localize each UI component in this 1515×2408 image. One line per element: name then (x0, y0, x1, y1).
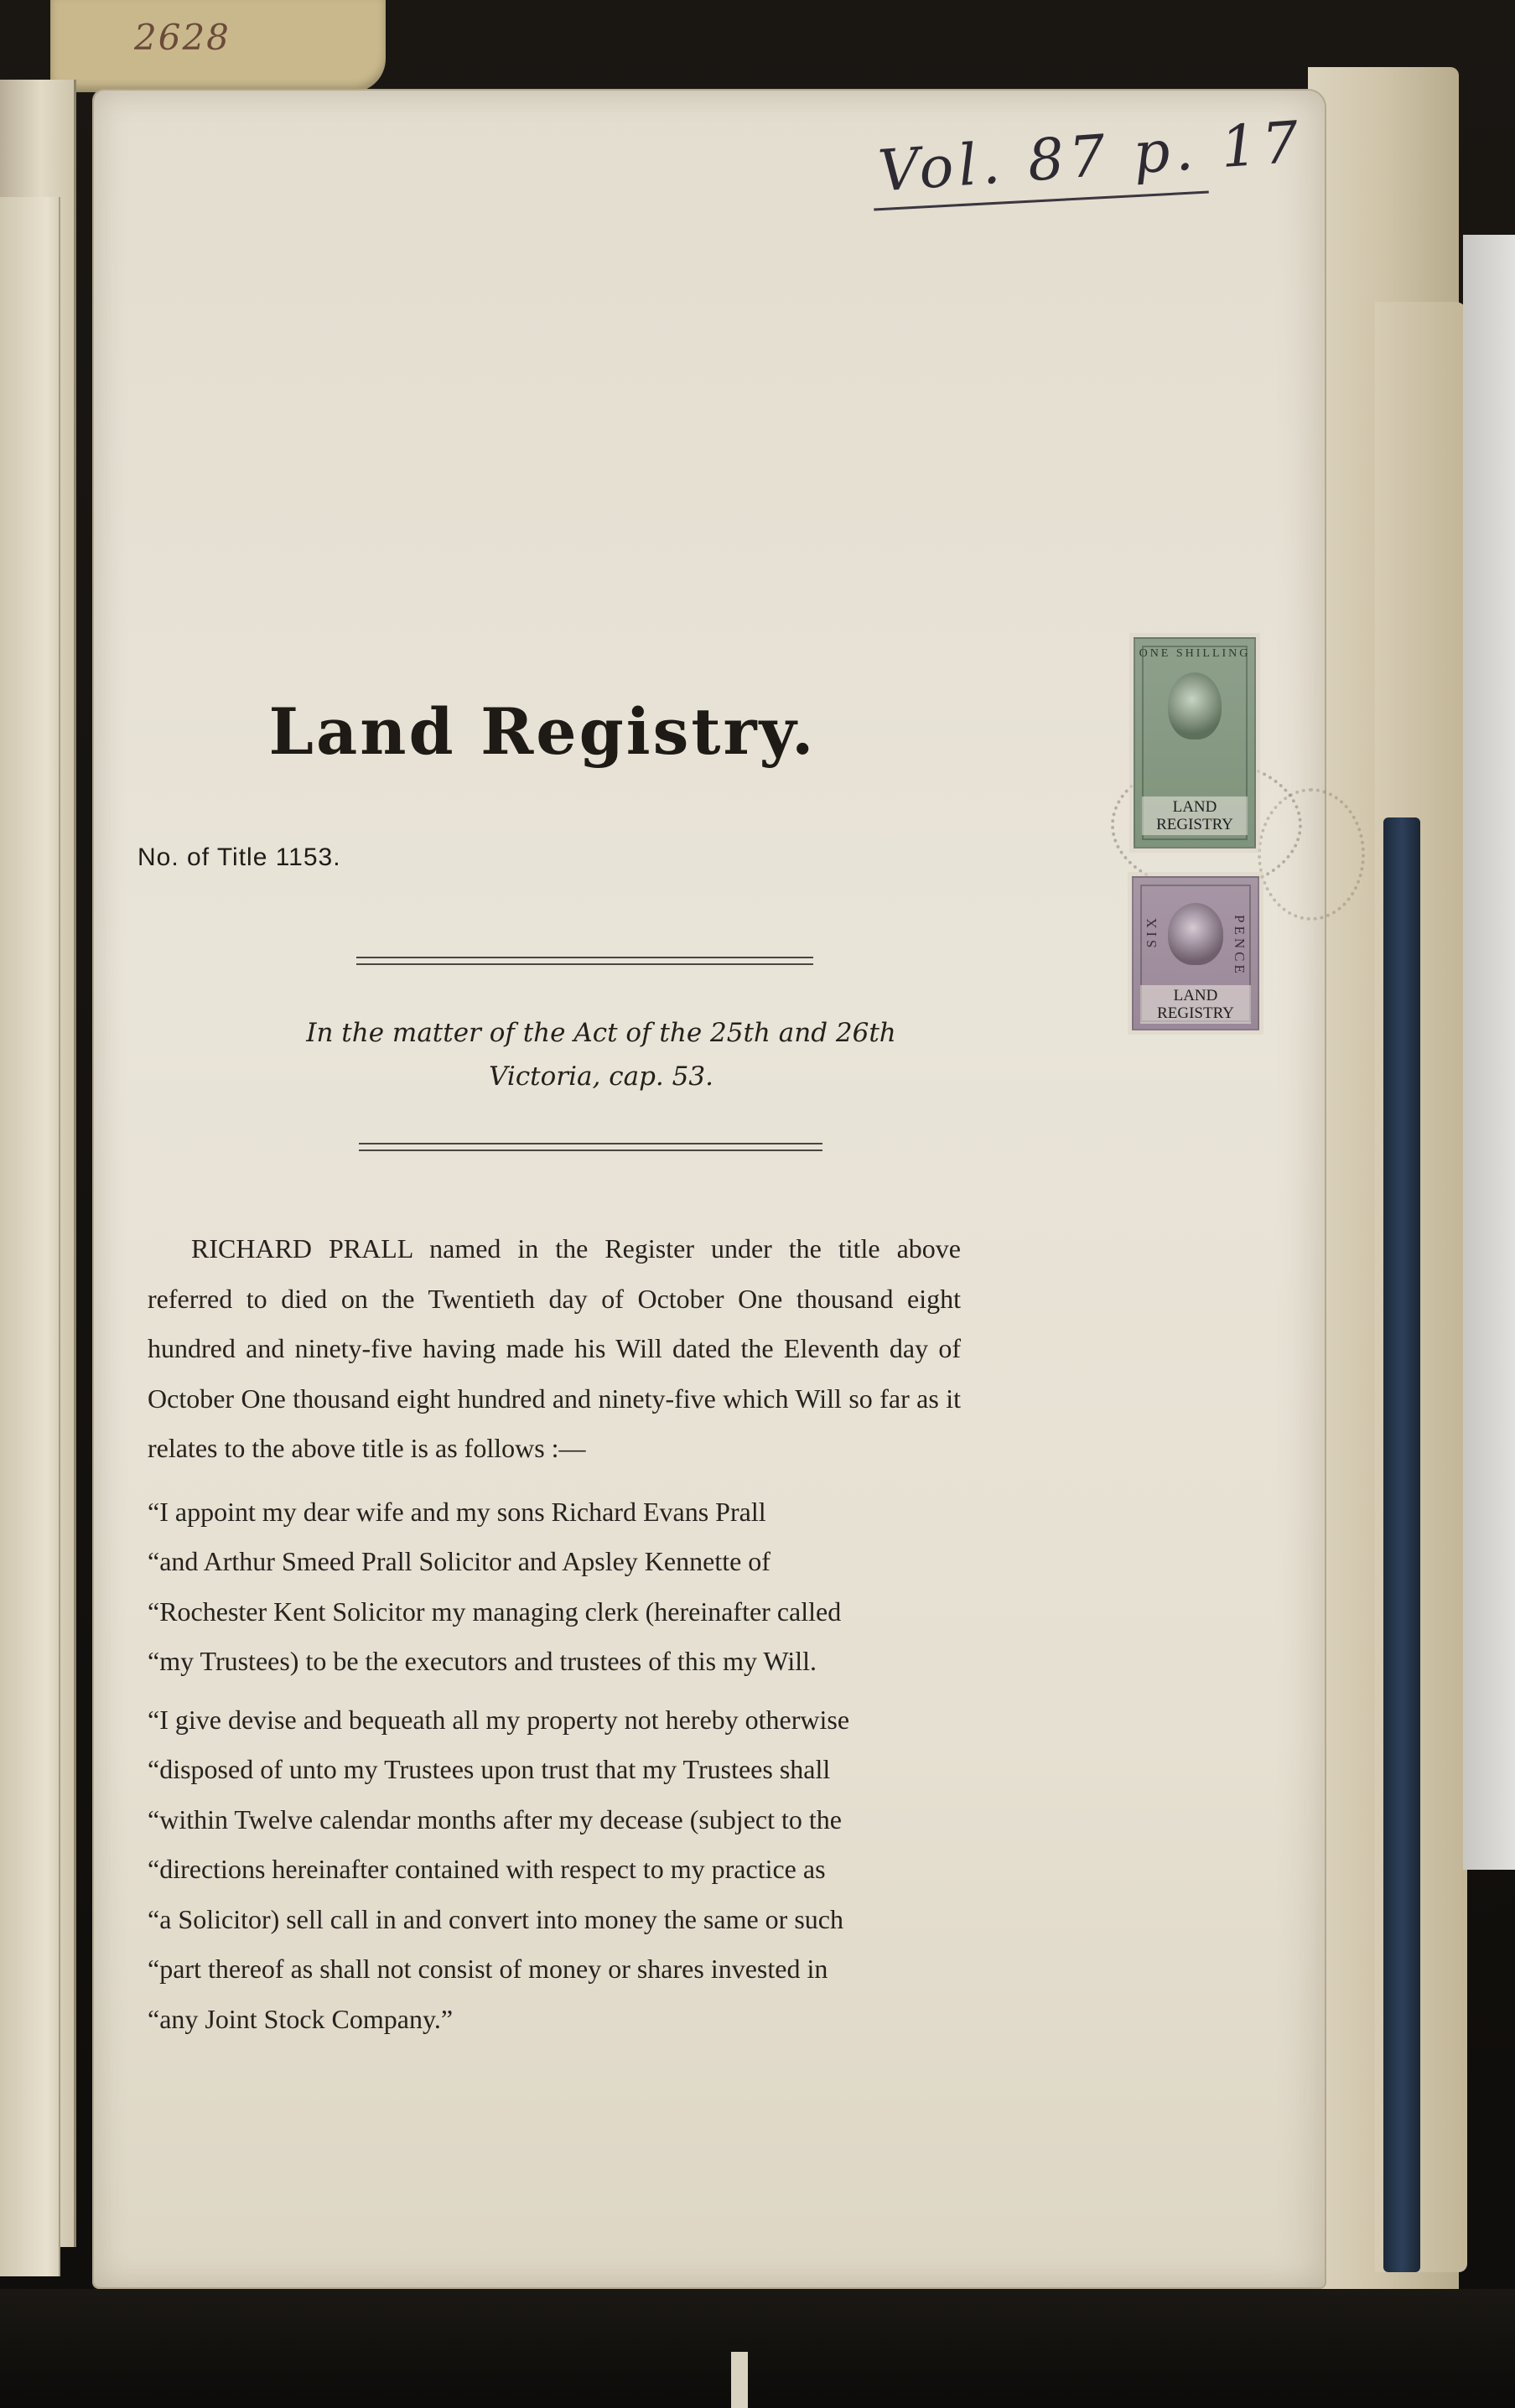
document-page (94, 91, 1325, 2287)
stamp-label (1142, 797, 1248, 835)
stamp-label-line1: LAND (1172, 798, 1217, 816)
page-tab (731, 2352, 748, 2408)
quote-line: “a Solicitor) sell call in and convert into money the same or such (148, 1903, 843, 1934)
stamp-side-left: SIX (1144, 915, 1160, 948)
quote-line: “any Joint Stock Company.” (148, 2003, 454, 2034)
act-reference-line2: Victoria, cap. 53. (489, 1061, 713, 1092)
divider-bottom (359, 1143, 822, 1151)
quote-line: “directions hereinafter contained with respect to my practice as (148, 1854, 826, 1884)
title-number: No. of Title 1153. (137, 843, 341, 871)
quote-line: “I appoint my dear wife and my sons Richard Evans Prall (148, 1496, 766, 1527)
quote-line: “my Trustees) to be the executors and trustees of this my Will. (148, 1646, 817, 1676)
stamp-side-right: PENCE (1232, 915, 1248, 977)
stamp-denomination: ONE SHILLING (1139, 647, 1251, 660)
scan-background (0, 2289, 1515, 2408)
stamp-label-line1: LAND (1173, 987, 1218, 1004)
intro-paragraph: RICHARD PRALL named in the Register under the title above referred to died on the Twentieth day of October One thousand eight hundred and ninety-five having made his Will dated the Eleventh day of October One thousand eight hundred and ninety-five which Will so far as it relates to the above title is as follows :— (148, 1233, 961, 1463)
queen-portrait-icon (1168, 672, 1222, 740)
quote-line: “Rochester Kent Solicitor my managing clerk (hereinafter called (148, 1596, 842, 1627)
revenue-stamp-one-shilling (1134, 637, 1256, 849)
backing-sheet (1463, 235, 1515, 1870)
quote-line: “and Arthur Smeed Prall Solicitor and Apsley Kennette of (148, 1546, 770, 1576)
act-reference (245, 1011, 957, 1098)
stamp-label-line2: REGISTRY (1157, 1004, 1234, 1022)
quote-line: “I give devise and bequeath all my property not hereby otherwise (148, 1704, 850, 1735)
left-page-edge (0, 80, 76, 2247)
stamp-label-line2: REGISTRY (1156, 816, 1233, 833)
document-body (148, 1224, 961, 2044)
archive-label (50, 0, 386, 92)
binding-cover (1383, 817, 1420, 2272)
left-page-inner (0, 197, 60, 2276)
will-quote-2 (148, 1695, 961, 2045)
revenue-stamp-six-pence (1132, 876, 1259, 1030)
divider-top (356, 957, 813, 965)
document-title: Land Registry. (268, 694, 817, 769)
volume-annotation: Vol. 87 p. 17 (875, 109, 1306, 205)
queen-portrait-icon (1168, 903, 1223, 965)
archive-ref: 2628 (134, 17, 231, 58)
perforation-mark (1258, 788, 1365, 921)
quote-line: “part thereof as shall not consist of money or shares invested in (148, 1954, 828, 1984)
stamp-label (1140, 985, 1251, 1024)
will-quote-1 (148, 1487, 961, 1687)
act-reference-line1: In the matter of the Act of the 25th and 26th (306, 1018, 896, 1048)
quote-line: “within Twelve calendar months after my decease (subject to the (148, 1803, 842, 1835)
quote-line: “disposed of unto my Trustees upon trust that my Trustees shall (148, 1754, 831, 1784)
